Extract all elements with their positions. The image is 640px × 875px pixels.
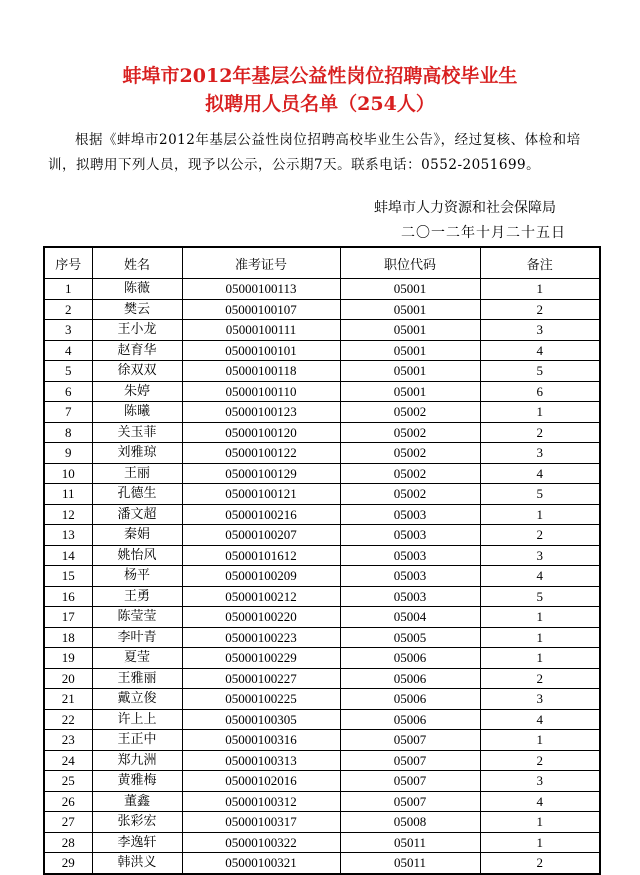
cell-position-code: 05006 bbox=[340, 648, 480, 669]
cell-name: 韩洪义 bbox=[92, 853, 182, 874]
cell-position-code: 05002 bbox=[340, 484, 480, 505]
cell-position-code: 05001 bbox=[340, 279, 480, 300]
header-position-code: 职位代码 bbox=[340, 247, 480, 279]
cell-remark: 5 bbox=[480, 484, 600, 505]
table-row bbox=[44, 340, 600, 361]
cell-name: 王丽 bbox=[92, 463, 182, 484]
table-header-row bbox=[44, 247, 600, 279]
cell-position-code: 05008 bbox=[340, 812, 480, 833]
cell-seq: 21 bbox=[44, 689, 92, 710]
cell-exam-id: 05000100312 bbox=[182, 791, 340, 812]
cell-position-code: 05001 bbox=[340, 381, 480, 402]
cell-exam-id: 05000100113 bbox=[182, 279, 340, 300]
table-row bbox=[44, 791, 600, 812]
cell-name: 黄雅梅 bbox=[92, 771, 182, 792]
cell-position-code: 05007 bbox=[340, 791, 480, 812]
cell-seq: 15 bbox=[44, 566, 92, 587]
cell-position-code: 05003 bbox=[340, 566, 480, 587]
table-row bbox=[44, 381, 600, 402]
cell-exam-id: 05000100207 bbox=[182, 525, 340, 546]
table-row bbox=[44, 853, 600, 874]
cell-position-code: 05001 bbox=[340, 361, 480, 382]
cell-remark: 5 bbox=[480, 586, 600, 607]
cell-remark: 2 bbox=[480, 422, 600, 443]
cell-name: 陈莹莹 bbox=[92, 607, 182, 628]
cell-remark: 5 bbox=[480, 361, 600, 382]
cell-position-code: 05011 bbox=[340, 832, 480, 853]
cell-seq: 23 bbox=[44, 730, 92, 751]
cell-remark: 3 bbox=[480, 320, 600, 341]
table-row bbox=[44, 402, 600, 423]
cell-remark: 1 bbox=[480, 648, 600, 669]
hire-list-table bbox=[43, 246, 601, 875]
table-row bbox=[44, 750, 600, 771]
cell-seq: 7 bbox=[44, 402, 92, 423]
cell-seq: 20 bbox=[44, 668, 92, 689]
cell-exam-id: 05000100305 bbox=[182, 709, 340, 730]
cell-seq: 2 bbox=[44, 299, 92, 320]
cell-position-code: 05007 bbox=[340, 750, 480, 771]
cell-seq: 5 bbox=[44, 361, 92, 382]
cell-exam-id: 05000100111 bbox=[182, 320, 340, 341]
cell-exam-id: 05000100129 bbox=[182, 463, 340, 484]
table-row bbox=[44, 709, 600, 730]
table-row bbox=[44, 832, 600, 853]
cell-position-code: 05003 bbox=[340, 586, 480, 607]
cell-position-code: 05003 bbox=[340, 545, 480, 566]
cell-name: 赵育华 bbox=[92, 340, 182, 361]
table-row bbox=[44, 730, 600, 751]
cell-seq: 22 bbox=[44, 709, 92, 730]
cell-exam-id: 05000100225 bbox=[182, 689, 340, 710]
cell-exam-id: 05000100122 bbox=[182, 443, 340, 464]
cell-seq: 12 bbox=[44, 504, 92, 525]
cell-name: 陈曦 bbox=[92, 402, 182, 423]
cell-seq: 11 bbox=[44, 484, 92, 505]
cell-exam-id: 05000100321 bbox=[182, 853, 340, 874]
cell-exam-id: 05000100120 bbox=[182, 422, 340, 443]
cell-name: 张彩宏 bbox=[92, 812, 182, 833]
cell-name: 姚怡风 bbox=[92, 545, 182, 566]
table-row bbox=[44, 463, 600, 484]
cell-exam-id: 05000100123 bbox=[182, 402, 340, 423]
cell-seq: 18 bbox=[44, 627, 92, 648]
table-row bbox=[44, 525, 600, 546]
cell-name: 王正中 bbox=[92, 730, 182, 751]
cell-seq: 3 bbox=[44, 320, 92, 341]
cell-remark: 4 bbox=[480, 340, 600, 361]
table-row bbox=[44, 504, 600, 525]
cell-position-code: 05006 bbox=[340, 668, 480, 689]
cell-exam-id: 05000102016 bbox=[182, 771, 340, 792]
cell-name: 戴立俊 bbox=[92, 689, 182, 710]
table-row bbox=[44, 320, 600, 341]
cell-exam-id: 05000100209 bbox=[182, 566, 340, 587]
cell-name: 王勇 bbox=[92, 586, 182, 607]
cell-name: 李叶青 bbox=[92, 627, 182, 648]
cell-remark: 1 bbox=[480, 279, 600, 300]
table-body bbox=[44, 279, 600, 874]
cell-exam-id: 05000100220 bbox=[182, 607, 340, 628]
header-exam-id: 准考证号 bbox=[182, 247, 340, 279]
cell-remark: 2 bbox=[480, 668, 600, 689]
cell-exam-id: 05000100313 bbox=[182, 750, 340, 771]
cell-remark: 1 bbox=[480, 627, 600, 648]
cell-name: 杨平 bbox=[92, 566, 182, 587]
cell-position-code: 05007 bbox=[340, 771, 480, 792]
cell-exam-id: 05000100316 bbox=[182, 730, 340, 751]
cell-exam-id: 05000100322 bbox=[182, 832, 340, 853]
cell-seq: 13 bbox=[44, 525, 92, 546]
cell-exam-id: 05000100212 bbox=[182, 586, 340, 607]
cell-exam-id: 05000100101 bbox=[182, 340, 340, 361]
cell-name: 潘文超 bbox=[92, 504, 182, 525]
table-row bbox=[44, 545, 600, 566]
cell-exam-id: 05000100216 bbox=[182, 504, 340, 525]
cell-seq: 29 bbox=[44, 853, 92, 874]
cell-position-code: 05006 bbox=[340, 709, 480, 730]
cell-remark: 2 bbox=[480, 525, 600, 546]
table-row bbox=[44, 299, 600, 320]
table-row bbox=[44, 443, 600, 464]
table-row bbox=[44, 566, 600, 587]
header-name: 姓名 bbox=[92, 247, 182, 279]
cell-position-code: 05011 bbox=[340, 853, 480, 874]
cell-name: 樊云 bbox=[92, 299, 182, 320]
cell-name: 徐双双 bbox=[92, 361, 182, 382]
cell-name: 朱婷 bbox=[92, 381, 182, 402]
cell-seq: 26 bbox=[44, 791, 92, 812]
cell-exam-id: 05000100107 bbox=[182, 299, 340, 320]
cell-position-code: 05003 bbox=[340, 525, 480, 546]
cell-remark: 1 bbox=[480, 607, 600, 628]
header-seq: 序号 bbox=[44, 247, 92, 279]
cell-remark: 3 bbox=[480, 689, 600, 710]
issue-date: 二〇一二年十月二十五日 bbox=[401, 225, 566, 241]
cell-exam-id: 05000100229 bbox=[182, 648, 340, 669]
cell-exam-id: 05000100223 bbox=[182, 627, 340, 648]
cell-remark: 4 bbox=[480, 791, 600, 812]
cell-name: 李逸轩 bbox=[92, 832, 182, 853]
cell-remark: 3 bbox=[480, 545, 600, 566]
cell-position-code: 05005 bbox=[340, 627, 480, 648]
cell-exam-id: 05000100118 bbox=[182, 361, 340, 382]
cell-position-code: 05001 bbox=[340, 299, 480, 320]
cell-position-code: 05007 bbox=[340, 730, 480, 751]
cell-remark: 1 bbox=[480, 504, 600, 525]
cell-position-code: 05002 bbox=[340, 422, 480, 443]
cell-remark: 1 bbox=[480, 402, 600, 423]
cell-position-code: 05001 bbox=[340, 340, 480, 361]
table-row bbox=[44, 607, 600, 628]
table-row bbox=[44, 648, 600, 669]
cell-remark: 3 bbox=[480, 443, 600, 464]
table-row bbox=[44, 484, 600, 505]
cell-position-code: 05006 bbox=[340, 689, 480, 710]
cell-remark: 2 bbox=[480, 750, 600, 771]
table-row bbox=[44, 627, 600, 648]
cell-seq: 25 bbox=[44, 771, 92, 792]
cell-seq: 28 bbox=[44, 832, 92, 853]
cell-exam-id: 05000100227 bbox=[182, 668, 340, 689]
cell-seq: 19 bbox=[44, 648, 92, 669]
cell-name: 郑九洲 bbox=[92, 750, 182, 771]
cell-name: 秦娟 bbox=[92, 525, 182, 546]
document-title-line1: 蚌埠市2012年基层公益性岗位招聘高校毕业生 bbox=[122, 65, 518, 87]
cell-seq: 14 bbox=[44, 545, 92, 566]
cell-seq: 24 bbox=[44, 750, 92, 771]
cell-position-code: 05002 bbox=[340, 443, 480, 464]
header-remark: 备注 bbox=[480, 247, 600, 279]
cell-name: 关玉菲 bbox=[92, 422, 182, 443]
cell-seq: 8 bbox=[44, 422, 92, 443]
cell-remark: 4 bbox=[480, 709, 600, 730]
table-row bbox=[44, 279, 600, 300]
cell-remark: 4 bbox=[480, 566, 600, 587]
cell-exam-id: 05000100317 bbox=[182, 812, 340, 833]
cell-remark: 2 bbox=[480, 299, 600, 320]
table-row bbox=[44, 422, 600, 443]
table-row bbox=[44, 812, 600, 833]
cell-name: 夏莹 bbox=[92, 648, 182, 669]
notice-paragraph: 根据《蚌埠市2012年基层公益性岗位招聘高校毕业生公告》，经过复核、体检和培训，拟聘用下列人员，现予以公示，公示期7天。联系电话：0552-2051699。 bbox=[48, 132, 581, 173]
cell-exam-id: 05000100110 bbox=[182, 381, 340, 402]
cell-seq: 16 bbox=[44, 586, 92, 607]
cell-name: 陈薇 bbox=[92, 279, 182, 300]
cell-position-code: 05001 bbox=[340, 320, 480, 341]
cell-position-code: 05004 bbox=[340, 607, 480, 628]
cell-position-code: 05002 bbox=[340, 463, 480, 484]
cell-name: 王雅丽 bbox=[92, 668, 182, 689]
table-row bbox=[44, 586, 600, 607]
cell-seq: 10 bbox=[44, 463, 92, 484]
cell-name: 孔德生 bbox=[92, 484, 182, 505]
cell-seq: 1 bbox=[44, 279, 92, 300]
cell-position-code: 05002 bbox=[340, 402, 480, 423]
cell-position-code: 05003 bbox=[340, 504, 480, 525]
cell-remark: 1 bbox=[480, 832, 600, 853]
cell-remark: 4 bbox=[480, 463, 600, 484]
cell-exam-id: 05000100121 bbox=[182, 484, 340, 505]
table-row bbox=[44, 689, 600, 710]
table-row bbox=[44, 361, 600, 382]
table-row bbox=[44, 771, 600, 792]
cell-seq: 27 bbox=[44, 812, 92, 833]
cell-exam-id: 05000101612 bbox=[182, 545, 340, 566]
cell-remark: 2 bbox=[480, 853, 600, 874]
cell-remark: 1 bbox=[480, 812, 600, 833]
cell-name: 王小龙 bbox=[92, 320, 182, 341]
cell-seq: 9 bbox=[44, 443, 92, 464]
cell-remark: 1 bbox=[480, 730, 600, 751]
table-row bbox=[44, 668, 600, 689]
document-title-line2: 拟聘用人员名单（254人） bbox=[205, 93, 435, 115]
cell-remark: 6 bbox=[480, 381, 600, 402]
cell-seq: 17 bbox=[44, 607, 92, 628]
cell-name: 刘雅琼 bbox=[92, 443, 182, 464]
cell-name: 许上上 bbox=[92, 709, 182, 730]
cell-seq: 6 bbox=[44, 381, 92, 402]
cell-seq: 4 bbox=[44, 340, 92, 361]
cell-remark: 3 bbox=[480, 771, 600, 792]
issuer-name: 蚌埠市人力资源和社会保障局 bbox=[374, 200, 556, 216]
cell-name: 董鑫 bbox=[92, 791, 182, 812]
